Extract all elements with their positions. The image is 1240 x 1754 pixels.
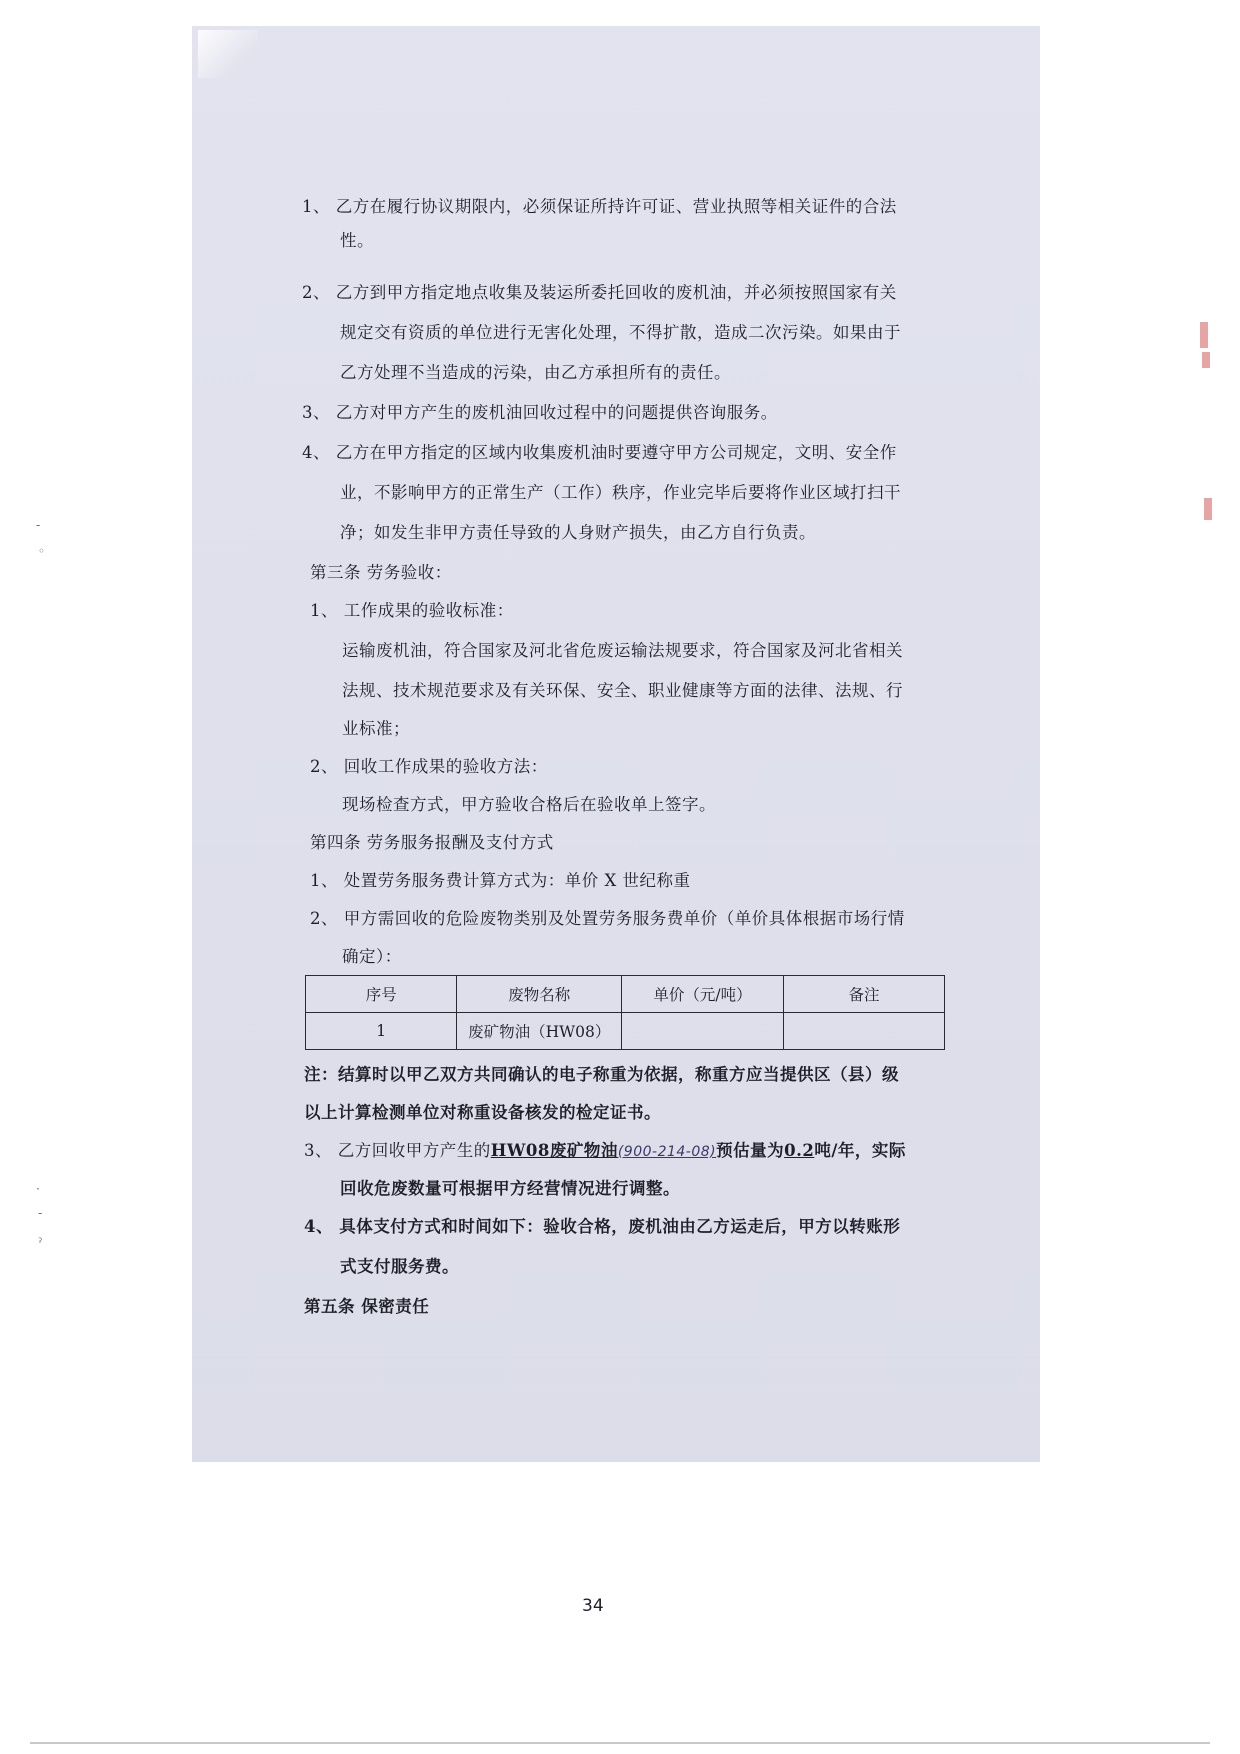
article-4-sub-3-line-2: 回收危废数量可根据甲方经营情况进行调整。 [340, 1179, 680, 1198]
amount-unit: 吨/年，实际 [814, 1141, 906, 1160]
red-margin-mark [1202, 352, 1210, 368]
page-fold-corner [198, 30, 258, 78]
article-4-sub-4-line-1: 4、 具体支付方式和时间如下：验收合格，废机油由乙方运走后，甲方以转账形 [304, 1217, 901, 1236]
clause-4-line-2: 业，不影响甲方的正常生产（工作）秩序，作业完毕后要将作业区域打扫干 [340, 483, 901, 502]
article-4-sub-4-line-2: 式支付服务费。 [340, 1257, 459, 1276]
clause-1-line-1: 1、 乙方在履行协议期限内，必须保证所持许可证、营业执照等相关证件的合法 [302, 197, 897, 216]
article-4-sub-3-line-1 [304, 1140, 906, 1163]
table-cell: 废矿物油（HW08） [457, 1013, 622, 1050]
settlement-note-line-1: 注：结算时以甲乙双方共同确认的电子称重为依据，称重方应当提供区（县）级 [304, 1065, 899, 1084]
table-cell: 1 [306, 1013, 457, 1050]
clause-2-line-3: 乙方处理不当造成的污染，由乙方承担所有的责任。 [340, 363, 731, 382]
article-5-heading: 第五条 保密责任 [304, 1297, 430, 1316]
red-margin-mark [1200, 322, 1208, 348]
fee-table [305, 975, 945, 1050]
article-3-sub-1-line-1: 运输废机油，符合国家及河北省危废运输法规要求，符合国家及河北省相关 [342, 641, 903, 660]
article-3-sub-1-line-3: 业标准； [342, 719, 410, 738]
article-4-sub-1: 1、 处置劳务服务费计算方式为：单价 X 世纪称重 [310, 871, 691, 890]
table-header-cell: 备注 [784, 976, 945, 1013]
article-3-sub-2: 2、 回收工作成果的验收方法： [310, 757, 548, 776]
bottom-edge-line [30, 1742, 1210, 1744]
left-margin-mark: · [36, 1182, 40, 1196]
article-4-sub-2-line-1: 2、 甲方需回收的危险废物类别及处置劳务服务费单价（单价具体根据市场行情 [310, 909, 905, 928]
clause-4-line-3: 净；如发生非甲方责任导致的人身财产损失，由乙方自行负责。 [340, 523, 816, 542]
table-cell [784, 1013, 945, 1050]
clause-1-line-2: 性。 [340, 231, 374, 250]
left-margin-mark: ˀ [38, 1236, 43, 1250]
table-header-cell: 废物名称 [457, 976, 622, 1013]
table-header-row [306, 976, 945, 1013]
handwritten-waste-code: (900-214-08) [617, 1144, 717, 1160]
scanned-page [192, 26, 1040, 1462]
left-margin-mark: ◦ [38, 544, 46, 558]
table-header-cell: 序号 [306, 976, 457, 1013]
table-row [306, 1013, 945, 1050]
clause-2-line-1: 2、 乙方到甲方指定地点收集及装运所委托回收的废机油，并必须按照国家有关 [302, 283, 897, 302]
clause-2-line-2: 规定交有资质的单位进行无害化处理，不得扩散，造成二次污染。如果由于 [340, 323, 901, 342]
article-3-sub-2-line-1: 现场检查方式，甲方验收合格后在验收单上签字。 [342, 795, 716, 814]
page-number: 34 [582, 1596, 604, 1616]
settlement-note-line-2: 以上计算检测单位对称重设备核发的检定证书。 [304, 1103, 661, 1122]
red-margin-mark [1204, 498, 1212, 520]
waste-category: HW08废矿物油 [490, 1141, 618, 1160]
article-3-sub-1: 1、 工作成果的验收标准： [310, 601, 514, 620]
table-cell [622, 1013, 784, 1050]
estimated-amount: 0.2 [784, 1141, 815, 1160]
article-3-heading: 第三条 劳务验收： [310, 563, 452, 582]
article-4-sub-2-line-2: 确定）： [342, 947, 402, 966]
clause-4-line-1: 4、 乙方在甲方指定的区域内收集废机油时要遵守甲方公司规定，文明、安全作 [302, 443, 897, 462]
estimate-label: 预估量为 [716, 1141, 785, 1160]
clause-3-line-1: 3、 乙方对甲方产生的废机油回收过程中的问题提供咨询服务。 [302, 403, 778, 422]
left-margin-mark: - [38, 1206, 43, 1220]
table-header-cell: 单价（元/吨） [622, 976, 784, 1013]
sub-3-prefix: 3、 乙方回收甲方产生的 [304, 1141, 491, 1160]
article-4-heading: 第四条 劳务服务报酬及支付方式 [310, 833, 554, 852]
left-margin-mark: - [36, 518, 41, 532]
article-3-sub-1-line-2: 法规、技术规范要求及有关环保、安全、职业健康等方面的法律、法规、行 [342, 681, 903, 700]
